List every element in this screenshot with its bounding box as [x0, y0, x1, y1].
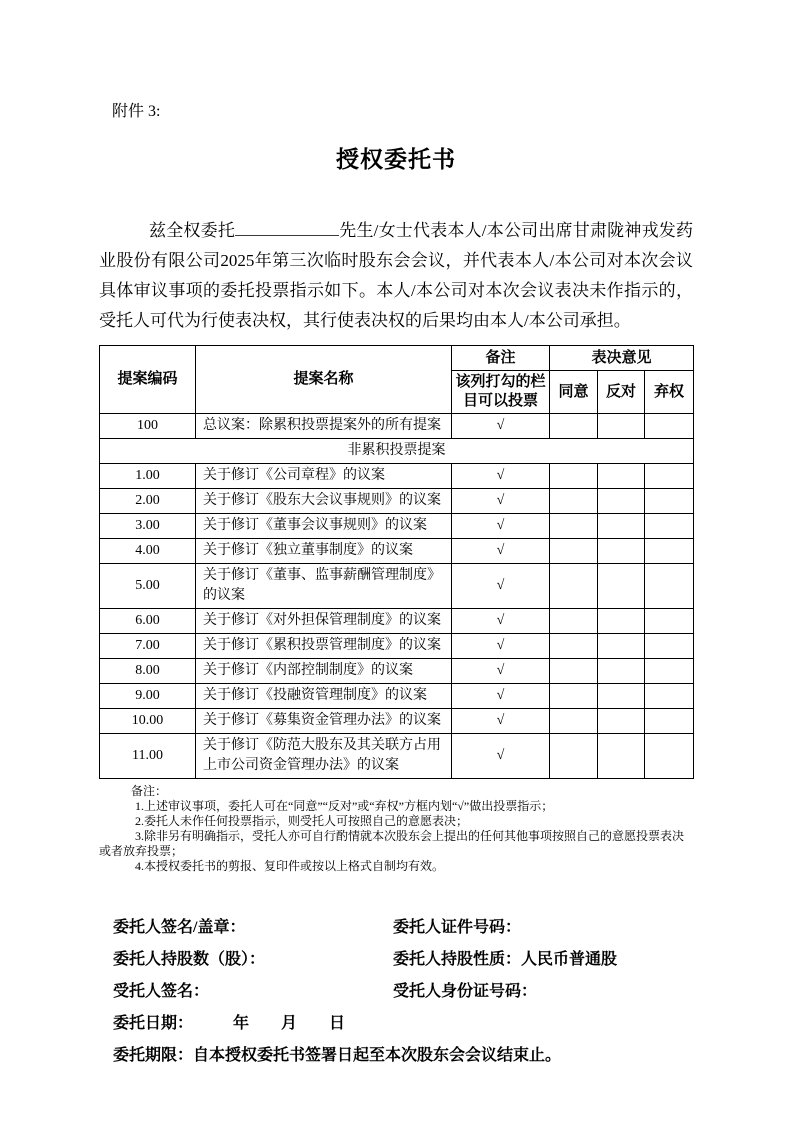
- vote-abstain-cell[interactable]: [645, 734, 694, 779]
- vote-against-cell[interactable]: [598, 609, 645, 634]
- proposal-code: 2.00: [100, 489, 196, 514]
- trustee-signature-label: 受托人签名：: [113, 983, 210, 1000]
- header-vote-opinion: 表决意见: [550, 346, 694, 371]
- proposal-code: 1.00: [100, 464, 196, 489]
- proposal-row: [100, 734, 694, 779]
- vote-abstain-cell[interactable]: [645, 464, 694, 489]
- header-abstain: 弃权: [645, 371, 694, 414]
- vote-abstain-cell[interactable]: [645, 489, 694, 514]
- header-proposal-name: 提案名称: [196, 346, 452, 414]
- proposal-code: 6.00: [100, 609, 196, 634]
- header-remark-sub: 该列打勾的栏目可以投票: [452, 371, 550, 414]
- votable-checkmark: √: [452, 539, 550, 564]
- note-item: 2.委托人未作任何投票指示，则受托人可按照自己的意愿表决；: [135, 814, 469, 828]
- section-row: [100, 439, 694, 464]
- vote-against-cell[interactable]: [598, 564, 645, 609]
- note-item: 4.本授权委托书的剪报、复印件或按以上格式自制均有效。: [135, 859, 445, 873]
- proposal-name: 关于修订《累积投票管理制度》的议案: [196, 634, 452, 659]
- proposal-code: 11.00: [100, 734, 196, 779]
- vote-agree-cell[interactable]: [550, 514, 598, 539]
- attachment-label: 附件 3:: [112, 103, 161, 120]
- vote-against-cell[interactable]: [598, 464, 645, 489]
- proposal-name: 关于修订《股东大会议事规则》的议案: [196, 489, 452, 514]
- proposal-row: [100, 609, 694, 634]
- votable-checkmark: √: [452, 464, 550, 489]
- vote-against-cell[interactable]: [598, 684, 645, 709]
- signature-section: [113, 918, 693, 1065]
- vote-against-cell[interactable]: [598, 514, 645, 539]
- vote-abstain-cell[interactable]: [645, 514, 694, 539]
- signature-row: [113, 950, 693, 969]
- vote-agree-cell[interactable]: [550, 709, 598, 734]
- note-item: 1.上述审议事项，委托人可在“同意”“反对”或“弃权”方框内划“√”做出投票指示；: [135, 799, 554, 813]
- vote-against-cell[interactable]: [598, 634, 645, 659]
- principal-share-type-label: 委托人持股性质：人民币普通股: [393, 951, 618, 968]
- header-agree: 同意: [550, 371, 598, 414]
- proposal-row: [100, 564, 694, 609]
- proposal-name: 关于修订《独立董事制度》的议案: [196, 539, 452, 564]
- signature-row: [113, 1046, 693, 1065]
- proposal-code: 5.00: [100, 564, 196, 609]
- vote-against-cell[interactable]: [598, 734, 645, 779]
- vote-agree-cell[interactable]: [550, 659, 598, 684]
- proposal-name: 关于修订《防范大股东及其关联方占用上市公司资金管理办法》的议案: [196, 734, 452, 779]
- proposal-table: [99, 345, 694, 779]
- vote-agree-cell[interactable]: [550, 734, 598, 779]
- proposal-row: [100, 464, 694, 489]
- votable-checkmark: √: [452, 489, 550, 514]
- vote-against-cell[interactable]: [598, 414, 645, 439]
- vote-abstain-cell[interactable]: [645, 564, 694, 609]
- proposal-name: 关于修订《募集资金管理办法》的议案: [196, 709, 452, 734]
- intro-suffix: 先生/女士代表本人/本公司出席甘肃陇神戎发药业股份有限公司2025年第三次临时股东会会议，并代表本人/本公司对本次会议具体审议事项的委托投票指示如下。本人/本公司对本次会议表决未作指示的，受托人可代为行使表决权，其行使表决权的后果均由本人/本公司承担。: [99, 221, 693, 330]
- proposal-row: [100, 514, 694, 539]
- proposal-code: 10.00: [100, 709, 196, 734]
- proposal-name: 关于修订《内部控制制度》的议案: [196, 659, 452, 684]
- votable-checkmark: √: [452, 564, 550, 609]
- proposal-name: 关于修订《对外担保管理制度》的议案: [196, 609, 452, 634]
- proxy-term-label: 委托期限：自本授权委托书签署日起至本次股东会会议结束止。: [113, 1047, 562, 1064]
- signature-row: [113, 1014, 693, 1033]
- proxy-date-label: 委托日期： 年 月 日: [113, 1015, 346, 1032]
- votable-checkmark: √: [452, 634, 550, 659]
- notes-section: [99, 784, 693, 874]
- vote-against-cell[interactable]: [598, 659, 645, 684]
- vote-abstain-cell[interactable]: [645, 709, 694, 734]
- vote-abstain-cell[interactable]: [645, 634, 694, 659]
- notes-label: 备注：: [131, 784, 168, 798]
- proposal-code: 3.00: [100, 514, 196, 539]
- proposal-row: [100, 709, 694, 734]
- signature-row: [113, 982, 693, 1001]
- vote-abstain-cell[interactable]: [645, 659, 694, 684]
- votable-checkmark: √: [452, 709, 550, 734]
- proposal-row: [100, 539, 694, 564]
- votable-checkmark: √: [452, 609, 550, 634]
- vote-agree-cell[interactable]: [550, 634, 598, 659]
- vote-agree-cell[interactable]: [550, 609, 598, 634]
- vote-agree-cell[interactable]: [550, 464, 598, 489]
- votable-checkmark: √: [452, 684, 550, 709]
- vote-against-cell[interactable]: [598, 539, 645, 564]
- proposal-row: [100, 684, 694, 709]
- vote-abstain-cell[interactable]: [645, 539, 694, 564]
- table-header-row-1: [100, 346, 694, 371]
- page-title: 授权委托书: [336, 147, 456, 172]
- section-label: 非累积投票提案: [100, 439, 694, 464]
- proposal-row: [100, 634, 694, 659]
- proposal-code: 9.00: [100, 684, 196, 709]
- vote-agree-cell[interactable]: [550, 564, 598, 609]
- votable-checkmark: √: [452, 514, 550, 539]
- proposal-code: 4.00: [100, 539, 196, 564]
- note-item: 3.除非另有明确指示，受托人亦可自行酌情就本次股东会上提出的任何其他事项按照自己的意愿投票表决或者放弃投票；: [99, 829, 685, 858]
- proposal-name: 关于修订《董事会议事规则》的议案: [196, 514, 452, 539]
- proposal-row: [100, 659, 694, 684]
- header-remark: 备注: [452, 346, 550, 371]
- intro-prefix: 兹全权委托: [149, 221, 236, 240]
- principal-shares-label: 委托人持股数（股）：: [113, 951, 266, 968]
- proposal-code: 100: [100, 414, 196, 439]
- trustee-id-number-label: 受托人身份证号码：: [393, 983, 538, 1000]
- vote-agree-cell[interactable]: [550, 539, 598, 564]
- principal-id-number-label: 委托人证件号码：: [393, 919, 522, 936]
- proposal-name: 关于修订《公司章程》的议案: [196, 464, 452, 489]
- proposal-code: 8.00: [100, 659, 196, 684]
- vote-abstain-cell[interactable]: [645, 609, 694, 634]
- vote-agree-cell[interactable]: [550, 489, 598, 514]
- votable-checkmark: √: [452, 734, 550, 779]
- proxy-name-blank-line[interactable]: [235, 219, 339, 236]
- vote-abstain-cell[interactable]: [645, 684, 694, 709]
- proposal-name: 关于修订《董事、监事薪酬管理制度》的议案: [196, 564, 452, 609]
- proposal-code: 7.00: [100, 634, 196, 659]
- proposal-name: 关于修订《投融资管理制度》的议案: [196, 684, 452, 709]
- header-proposal-code: 提案编码: [100, 346, 196, 414]
- proposal-row: [100, 489, 694, 514]
- vote-agree-cell[interactable]: [550, 414, 598, 439]
- proposal-table-body: [100, 414, 694, 779]
- proposal-row: [100, 414, 694, 439]
- intro-paragraph: [99, 216, 693, 336]
- proposal-name: 总议案：除累积投票提案外的所有提案: [196, 414, 452, 439]
- signature-row: [113, 918, 693, 937]
- vote-against-cell[interactable]: [598, 489, 645, 514]
- vote-agree-cell[interactable]: [550, 684, 598, 709]
- vote-against-cell[interactable]: [598, 709, 645, 734]
- principal-signature-label: 委托人签名/盖章：: [113, 919, 246, 936]
- votable-checkmark: √: [452, 414, 550, 439]
- vote-abstain-cell[interactable]: [645, 414, 694, 439]
- header-against: 反对: [598, 371, 645, 414]
- votable-checkmark: √: [452, 659, 550, 684]
